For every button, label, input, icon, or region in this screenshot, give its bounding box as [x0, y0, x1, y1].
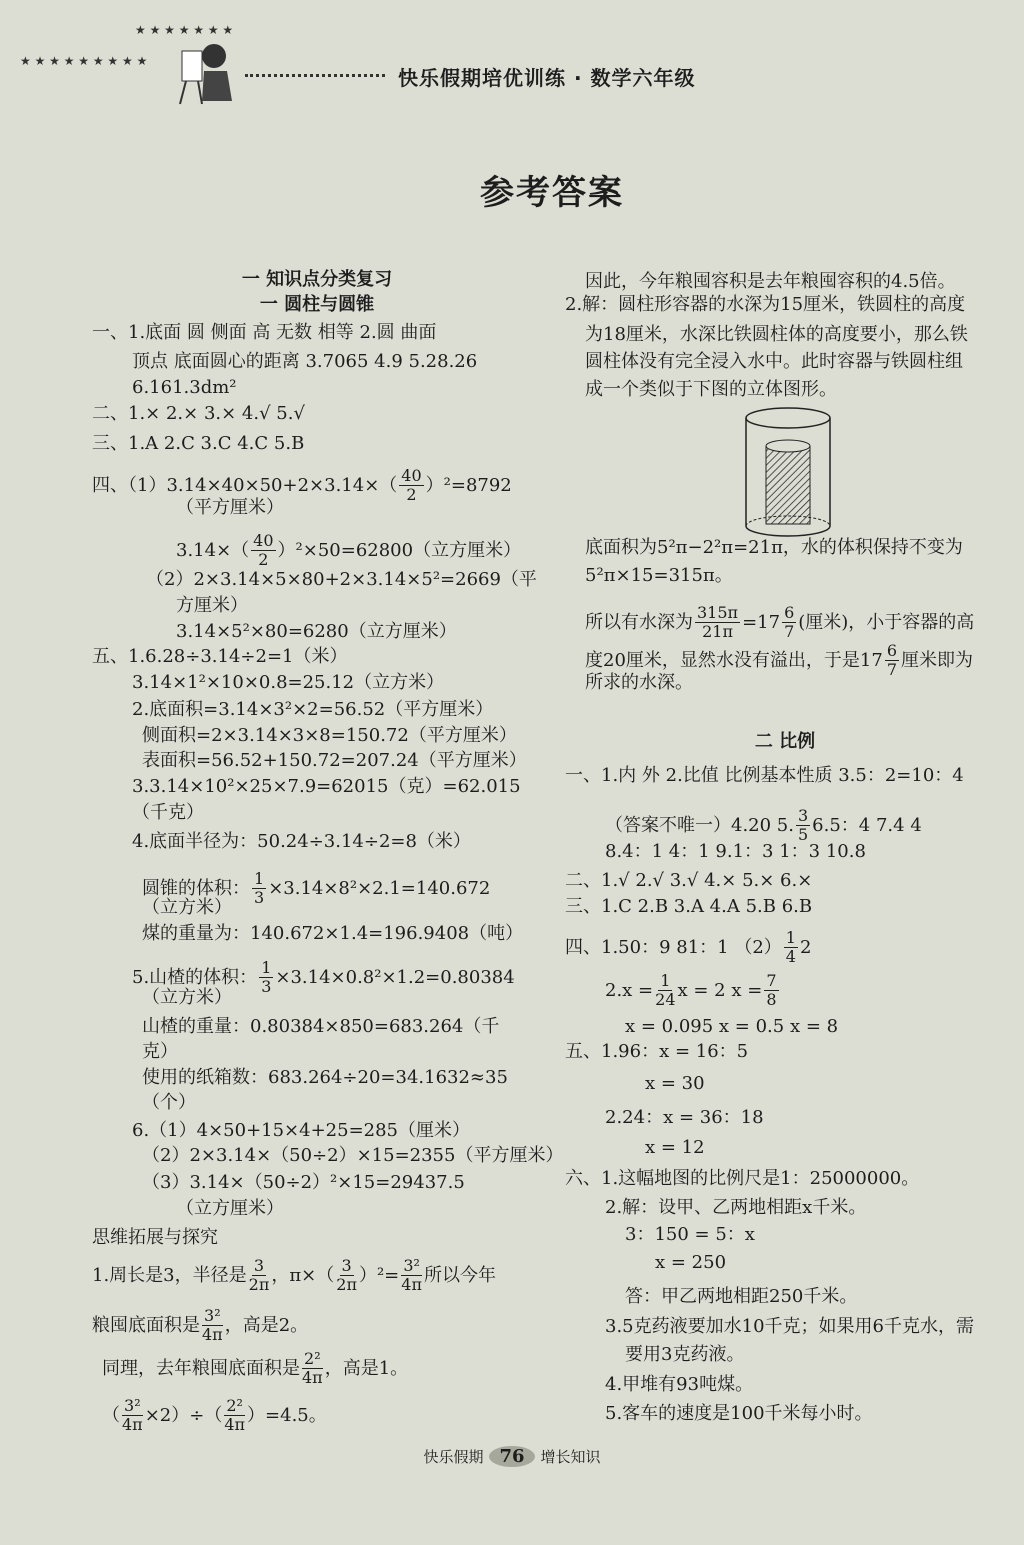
- answer-line: [585, 670, 693, 696]
- text-segment: ×3.14×8²×2.1=140.672: [268, 877, 491, 899]
- header-dotted-line: [245, 74, 385, 77]
- numerator: 3: [253, 1256, 265, 1275]
- text-segment: x = 250: [655, 1252, 727, 1273]
- fraction: [252, 870, 266, 907]
- answer-line: [132, 349, 477, 375]
- answer-line: [585, 535, 963, 561]
- text-segment: （立方米）: [142, 987, 232, 1008]
- answer-line: [142, 1065, 508, 1091]
- text-segment: 5.客车的速度是100千米每小时。: [605, 1403, 873, 1424]
- text-segment: 厘米即为: [901, 649, 973, 671]
- text-segment: 所求的水深。: [585, 672, 693, 693]
- text-segment: 所以今年: [423, 1264, 496, 1286]
- fraction: [782, 604, 796, 641]
- text-segment: 要用3克药液。: [625, 1344, 745, 1365]
- svg-text:★ ★ ★ ★ ★ ★ ★: ★ ★ ★ ★ ★ ★ ★: [135, 23, 234, 37]
- text-segment: （2）2×3.14×5×80+2×3.14×5²=2669（平: [146, 569, 537, 590]
- answer-line: [132, 375, 237, 401]
- text-segment: 2.解：设甲、乙两地相距x千米。: [605, 1197, 867, 1218]
- text-segment: 3.14×1²×10×0.8=25.12（立方米）: [132, 672, 445, 693]
- answer-line: [102, 1397, 327, 1434]
- text-segment: 煤的重量为：140.672×1.4=196.9408（吨）: [142, 923, 524, 944]
- text-segment: 成一个类似于下图的立体图形。: [585, 379, 837, 400]
- text-segment: 三、1.C 2.B 3.A 4.A 5.B 6.B: [565, 896, 813, 917]
- text-segment: 克）: [142, 1041, 178, 1062]
- text-segment: 六、1.这幅地图的比例尺是1：25000000。: [565, 1168, 920, 1189]
- text-segment: 3.14×（: [176, 539, 250, 561]
- text-segment: 6.（1）4×50+15×4+25=285（厘米）: [132, 1120, 471, 1141]
- text-segment: 3.3.14×10²×25×7.9=62015（克）=62.015: [132, 776, 521, 797]
- text-segment: 思维拓展与探究: [92, 1227, 218, 1248]
- text-segment: ）=4.5。: [247, 1404, 327, 1426]
- answer-line: [132, 1118, 470, 1144]
- section-heading: [565, 729, 1005, 755]
- text-segment: ，高是2。: [224, 1314, 309, 1336]
- text-segment: 一、1.内 外 2.比值 比例基本性质 3.5：2=10：4: [565, 765, 964, 786]
- answer-line: [142, 723, 517, 749]
- text-segment: 2: [799, 936, 812, 958]
- denominator: 24: [655, 990, 676, 1009]
- fraction: [224, 1397, 245, 1434]
- answer-line: [176, 532, 521, 569]
- answer-line: [132, 800, 204, 826]
- footer-left-text: 快乐假期: [423, 1448, 484, 1466]
- text-segment: 三、1.A 2.C 3.C 4.C 5.B: [92, 433, 305, 454]
- answer-line: [645, 1135, 705, 1161]
- fraction: [251, 532, 275, 569]
- text-segment: 为18厘米，水深比铁圆柱体的高度要小，那么铁: [585, 324, 968, 345]
- fraction: [336, 1257, 357, 1294]
- denominator: 4π: [224, 1415, 246, 1434]
- text-segment: 山楂的重量：0.80384×850=683.264（千: [142, 1016, 500, 1037]
- numerator: 6: [886, 641, 897, 660]
- text-segment: 2.解：圆柱形容器的水深为15厘米，铁圆柱的高度: [565, 294, 966, 315]
- numerator: 1: [660, 971, 671, 990]
- text-segment: 所以有水深为: [585, 611, 693, 633]
- text-segment: （个）: [142, 1092, 196, 1113]
- answer-line: [565, 763, 964, 789]
- fraction: [259, 959, 273, 996]
- answer-line: [142, 748, 527, 774]
- answer-line: [92, 644, 347, 670]
- denominator: 2: [406, 485, 417, 504]
- text-segment: (厘米)，小于容器的高: [798, 611, 975, 633]
- section-heading: [92, 292, 542, 318]
- fraction: [885, 642, 899, 679]
- answer-line: [625, 1222, 755, 1248]
- fraction: [202, 1307, 223, 1344]
- answer-line: [585, 377, 837, 403]
- text-segment: ）²×50=62800（立方厘米）: [277, 539, 522, 561]
- numerator: 3: [797, 806, 809, 825]
- answer-line: [645, 1071, 705, 1097]
- answer-line: [176, 1196, 284, 1222]
- fraction: [249, 1257, 270, 1294]
- header-title: 快乐假期培优训练 · 数学六年级: [398, 66, 696, 90]
- child-drawing-illustration: [172, 36, 247, 106]
- text-segment: 粮囤底面积是: [92, 1314, 200, 1336]
- answer-line: [142, 1039, 178, 1065]
- fraction: [695, 604, 740, 641]
- text-segment: 4.甲堆有93吨煤。: [605, 1374, 754, 1395]
- text-segment: 顶点 底面圆心的距离 3.7065 4.9 5.28.26: [132, 351, 478, 372]
- denominator: 8: [766, 990, 777, 1009]
- answer-line: [92, 467, 512, 504]
- text-segment: ×3.14×0.8²×1.2=0.80384: [275, 966, 515, 988]
- numerator: 3²: [124, 1396, 141, 1415]
- cylinder-figure: [742, 404, 834, 542]
- answer-line: [142, 985, 232, 1011]
- text-segment: （3）3.14×（50÷2）²×15=29437.5: [142, 1172, 465, 1193]
- numerator: 2²: [304, 1349, 321, 1368]
- text-segment: 一 知识点分类复习: [241, 269, 393, 290]
- denominator: 4π: [202, 1325, 223, 1344]
- text-segment: =17: [742, 611, 781, 633]
- denominator: 7: [784, 622, 795, 641]
- text-segment: ×2）÷（: [144, 1404, 223, 1426]
- text-segment: x = 0.095 x = 0.5 x = 8: [625, 1016, 839, 1037]
- fraction: [784, 929, 798, 966]
- answer-line: [146, 567, 537, 593]
- numerator: 3: [341, 1256, 352, 1275]
- answer-line: [605, 1105, 764, 1131]
- text-segment: ）²=8792: [425, 474, 512, 496]
- page-number: 76: [489, 1446, 534, 1467]
- denominator: 2π: [248, 1275, 270, 1294]
- denominator: 4π: [122, 1415, 143, 1434]
- text-segment: 2.底面积=3.14×3²×2=56.52（平方厘米）: [132, 699, 494, 720]
- text-segment: 侧面积=2×3.14×3×8=150.72（平方厘米）: [142, 725, 517, 746]
- answer-line: [605, 1195, 866, 1221]
- numerator: 1: [254, 869, 265, 888]
- text-segment: （千克）: [132, 802, 204, 823]
- answer-line: [605, 839, 866, 865]
- text-segment: 一、1.底面 圆 侧面 高 无数 相等 2.圆 曲面: [92, 322, 437, 343]
- text-segment: 6.5：4 7.4 4: [812, 814, 922, 836]
- text-segment: 度20厘米，显然水没有溢出，于是17: [585, 649, 883, 671]
- fraction: [401, 1257, 422, 1294]
- text-segment: 2.x =: [605, 979, 654, 1001]
- text-segment: 底面积为5²π−2²π=21π，水的体积保持不变为: [585, 537, 963, 558]
- answer-line: [92, 1257, 496, 1294]
- answer-line: [585, 322, 968, 348]
- answer-line: [176, 495, 284, 521]
- denominator: 21π: [702, 622, 733, 641]
- text-segment: 同理，去年粮囤底面积是: [102, 1357, 300, 1379]
- answer-line: [565, 1039, 748, 1065]
- answer-line: [142, 921, 523, 947]
- text-segment: 3.14×5²×80=6280（立方厘米）: [176, 621, 457, 642]
- text-segment: （: [102, 1404, 120, 1426]
- answer-line: [92, 431, 304, 457]
- answer-line: [605, 1372, 753, 1398]
- text-segment: 8.4：1 4：1 9.1：3 1：3 10.8: [605, 841, 866, 862]
- text-segment: （立方厘米）: [176, 1198, 284, 1219]
- answer-line: [142, 1014, 499, 1040]
- answer-line: [565, 292, 965, 318]
- text-segment: 答：甲乙两地相距250千米。: [625, 1286, 858, 1307]
- text-segment: 二、1.× 2.× 3.× 4.√ 5.√: [92, 403, 305, 424]
- denominator: 4π: [302, 1368, 323, 1387]
- denominator: 4π: [401, 1275, 422, 1294]
- answer-line: [605, 1314, 974, 1340]
- text-segment: x = 12: [645, 1137, 705, 1158]
- page-footer: [0, 1446, 1024, 1467]
- numerator: 6: [784, 603, 795, 622]
- fraction: [655, 972, 675, 1009]
- answer-line: [585, 349, 963, 375]
- answer-line: [565, 868, 812, 894]
- text-segment: 二 比例: [754, 731, 816, 752]
- text-segment: 使用的纸箱数：683.264÷20=34.1632≈35: [142, 1067, 508, 1088]
- text-segment: 方厘米）: [176, 595, 248, 616]
- section-heading: [92, 267, 542, 293]
- answer-line: [142, 895, 232, 921]
- answer-line: [132, 774, 521, 800]
- text-segment: 二、1.√ 2.√ 3.√ 4.× 5.× 6.×: [565, 870, 813, 891]
- text-segment: 圆柱体没有完全浸入水中。此时容器与铁圆柱组: [585, 351, 963, 372]
- answer-line: [142, 1143, 563, 1169]
- text-segment: ，高是1。: [324, 1357, 409, 1379]
- fraction: [764, 972, 778, 1009]
- answer-line: [605, 972, 781, 1009]
- numerator: 7: [766, 971, 777, 990]
- answer-line: [142, 1090, 196, 1116]
- numerator: 3²: [403, 1256, 420, 1275]
- fraction: [122, 1397, 143, 1434]
- answer-line: [132, 697, 493, 723]
- answer-line: [655, 1250, 726, 1276]
- answer-line: [565, 929, 811, 966]
- answer-line: [176, 619, 457, 645]
- text-segment: 5.山楂的体积：: [132, 966, 258, 988]
- denominator: 7: [886, 660, 897, 679]
- fraction: [399, 467, 423, 504]
- text-segment: 四、1.50：9 81：1 （2）: [565, 936, 782, 958]
- answer-line: [565, 894, 812, 920]
- text-segment: 一 圆柱与圆锥: [259, 294, 375, 315]
- fraction: [302, 1350, 323, 1387]
- answer-line: [625, 1014, 838, 1040]
- footer-right-text: 增长知识: [540, 1448, 601, 1466]
- denominator: 5: [797, 825, 809, 844]
- text-segment: 6.161.3dm²: [132, 377, 237, 398]
- answer-line: [142, 1170, 465, 1196]
- text-segment: 四、（1）3.14×40×50+2×3.14×（: [92, 474, 398, 496]
- text-segment: 表面积=56.52+150.72=207.24（平方厘米）: [142, 750, 527, 771]
- answer-line: [625, 1342, 744, 1368]
- answer-line: [92, 1225, 218, 1251]
- answer-line: [585, 563, 733, 589]
- text-segment: 因此，今年粮囤容积是去年粮囤容积的4.5倍。: [585, 271, 956, 292]
- answer-line: [92, 401, 305, 427]
- answer-line: [625, 1284, 857, 1310]
- numerator: 1: [261, 958, 272, 977]
- page-title: 参考答案: [480, 173, 624, 213]
- numerator: 1: [785, 928, 796, 947]
- answer-line: [92, 1307, 308, 1344]
- answer-line: [132, 670, 444, 696]
- text-segment: x = 2 x =: [677, 979, 763, 1001]
- text-segment: x = 30: [645, 1073, 705, 1094]
- text-segment: （答案不唯一）4.20 5.: [605, 814, 794, 836]
- text-segment: 五、1.6.28÷3.14÷2=1（米）: [92, 646, 348, 667]
- text-segment: ）²=: [358, 1264, 400, 1286]
- answer-line: [132, 829, 471, 855]
- text-segment: 3.5克药液要加水10千克；如果用6千克水，需: [605, 1316, 974, 1337]
- svg-text:★ ★ ★ ★ ★ ★ ★ ★ ★: ★ ★ ★ ★ ★ ★ ★ ★ ★: [20, 54, 148, 68]
- text-segment: （2）2×3.14×（50÷2）×15=2355（平方厘米）: [142, 1145, 564, 1166]
- answer-line: [565, 1166, 919, 1192]
- numerator: 315π: [697, 603, 739, 622]
- text-segment: 2.24：x = 36：18: [605, 1107, 764, 1128]
- text-segment: （平方厘米）: [176, 497, 284, 518]
- text-segment: 五、1.96：x = 16：5: [565, 1041, 749, 1062]
- text-segment: 5²π×15=315π。: [585, 565, 733, 586]
- numerator: 2²: [226, 1396, 243, 1415]
- text-segment: 4.底面半径为：50.24÷3.14÷2=8（米）: [132, 831, 471, 852]
- answer-line: [176, 593, 248, 619]
- answer-line: [92, 320, 436, 346]
- numerator: 3²: [204, 1306, 221, 1325]
- denominator: 2π: [336, 1275, 357, 1294]
- denominator: 3: [254, 888, 265, 907]
- numerator: 40: [253, 531, 274, 550]
- text-segment: 圆锥的体积：: [142, 877, 250, 899]
- denominator: 2: [258, 550, 269, 569]
- text-segment: ，π×（: [271, 1264, 335, 1286]
- numerator: 40: [401, 466, 422, 485]
- answer-line: [102, 1350, 408, 1387]
- text-segment: （立方米）: [142, 897, 232, 918]
- answer-line: [605, 1401, 873, 1427]
- denominator: 4: [785, 947, 796, 966]
- answer-line: [585, 604, 974, 641]
- text-segment: 3：150 = 5：x: [625, 1224, 755, 1245]
- text-segment: 1.周长是3，半径是: [92, 1264, 247, 1286]
- denominator: 3: [261, 977, 272, 996]
